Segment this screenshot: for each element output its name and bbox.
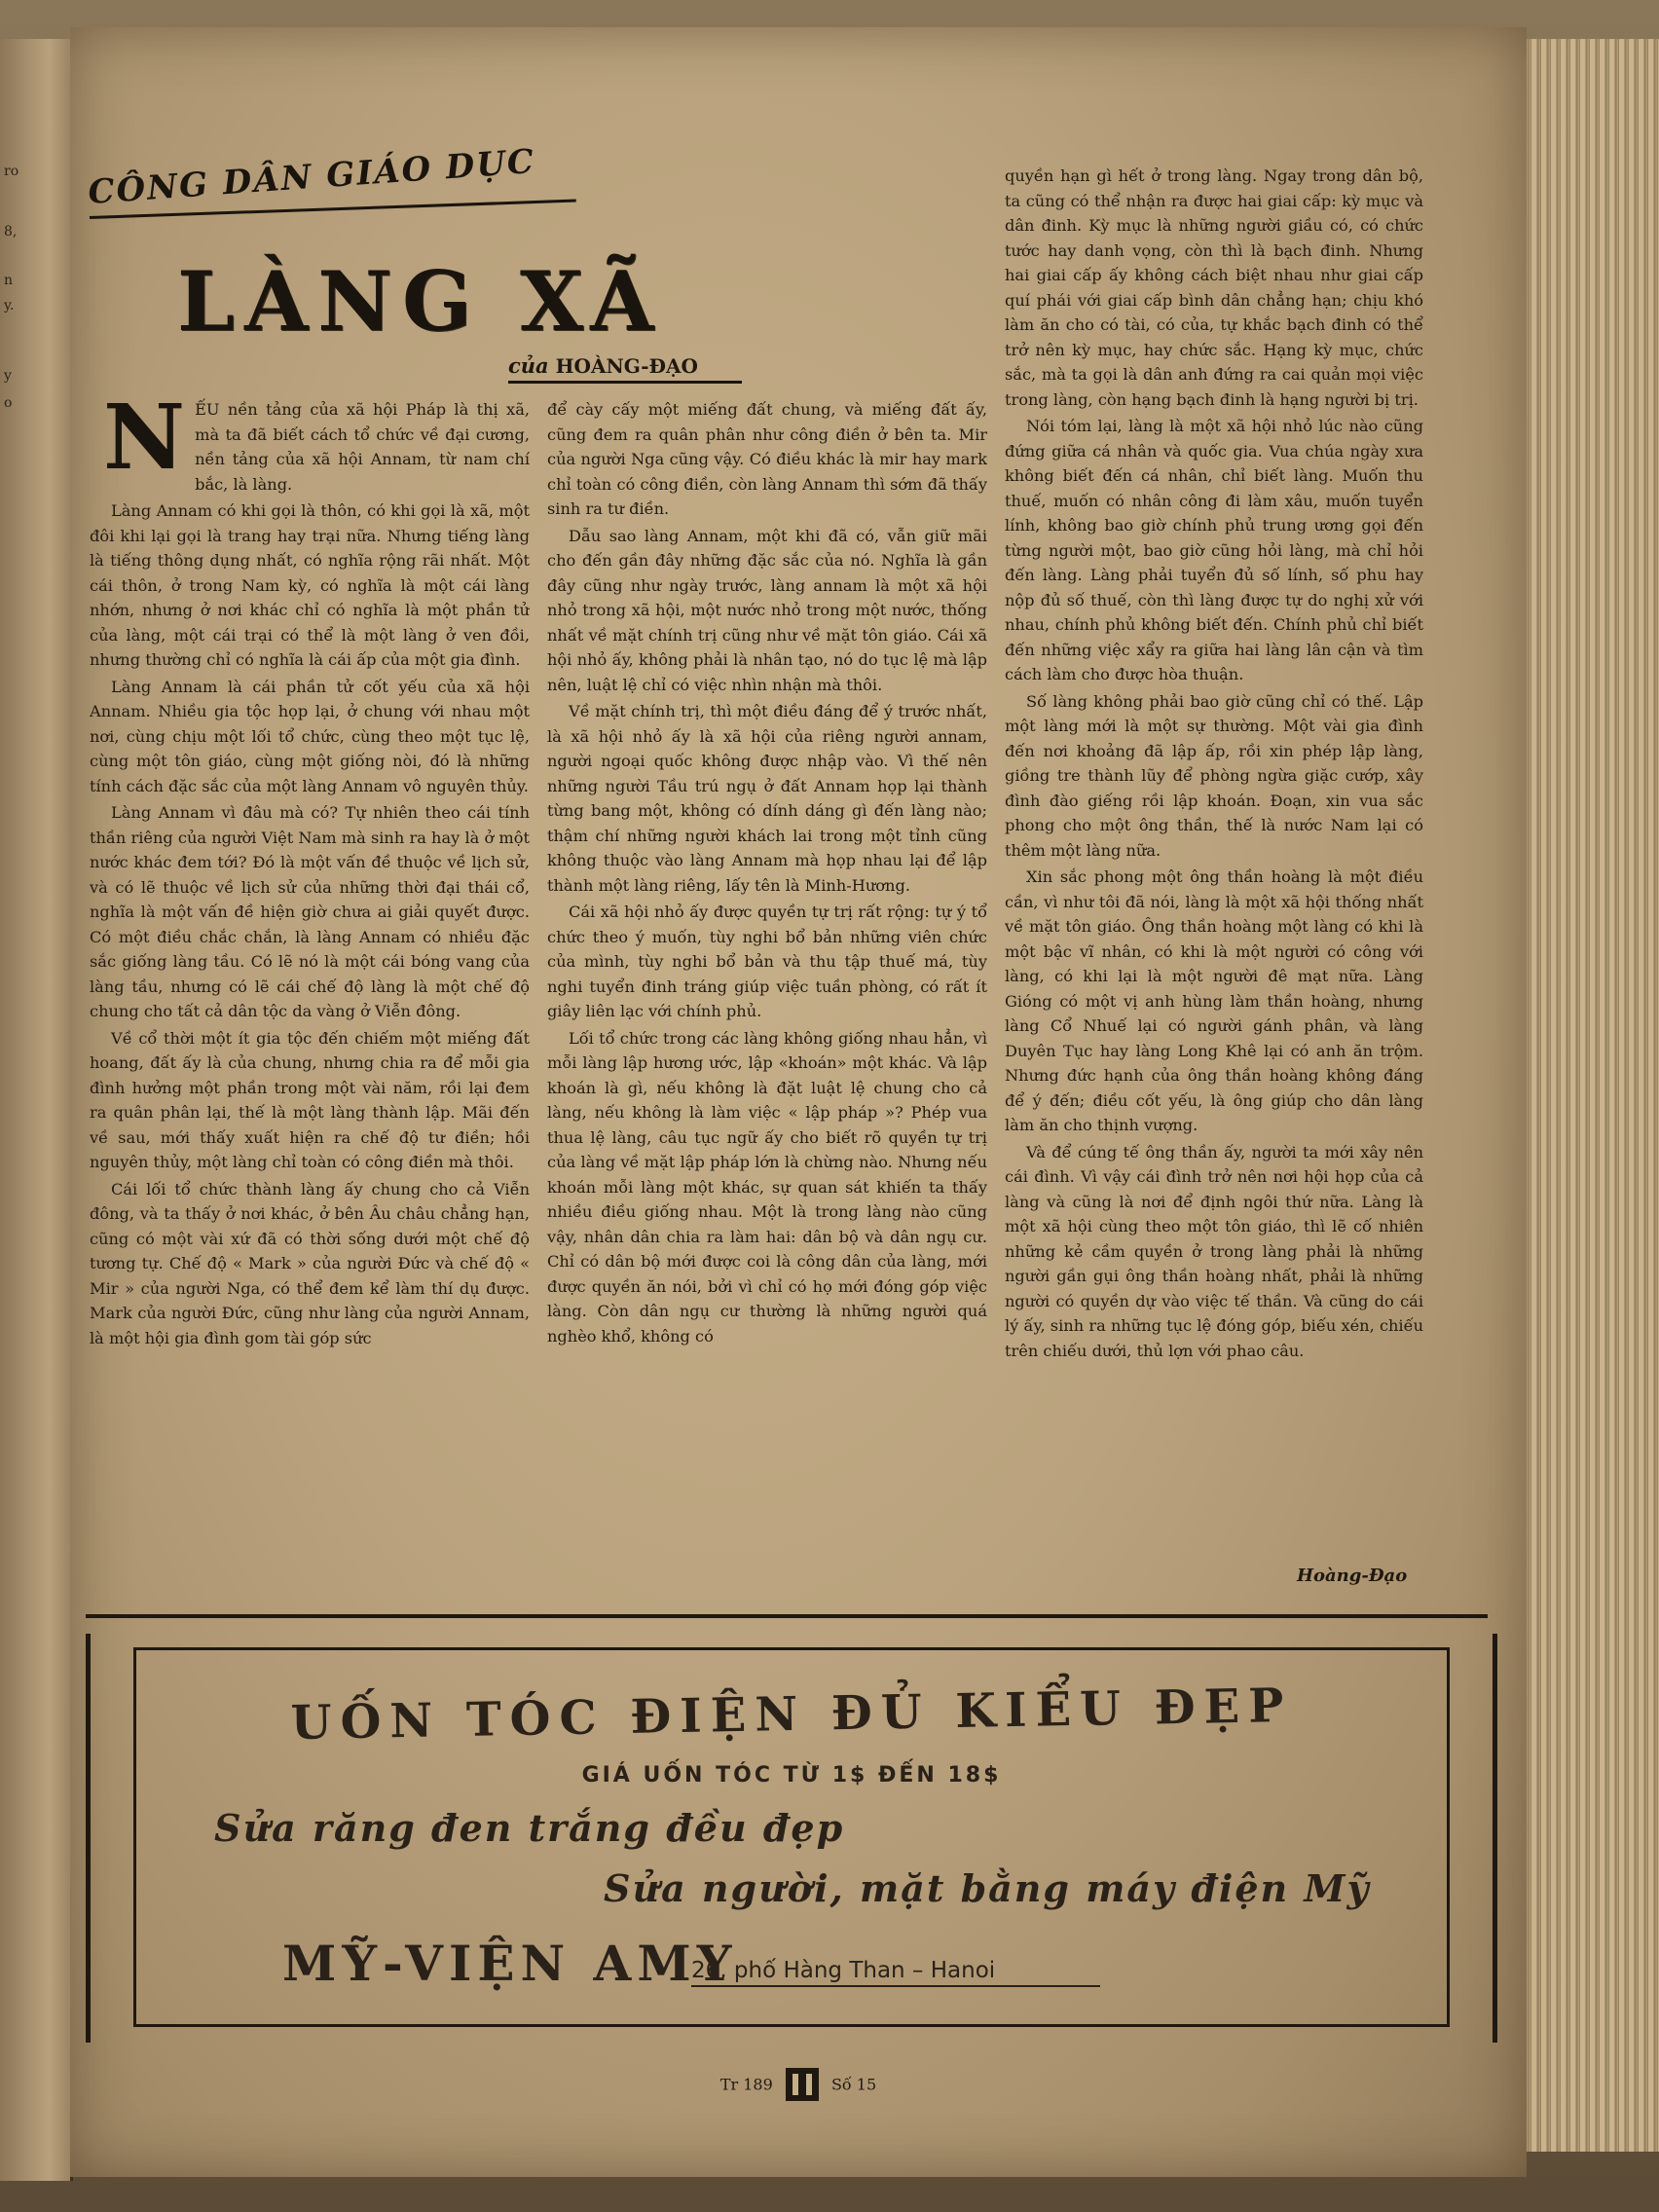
paragraph: để cày cấy một miếng đất chung, và miếng đất ấy, cũng đem ra quân phân như công điền ở bên ta. Mir của người Nga cũng vậy. Có điều khác là mir hay mark chỉ toàn có công điền, còn làng Annam thì sớm đã thấy sinh ra tư điền.	[547, 400, 987, 518]
section-heading-text: CÔNG DÂN GIÁO DỤC	[87, 141, 537, 212]
byline	[508, 353, 1053, 384]
paragraph: Cái lối tổ chức thành làng ấy chung cho cả Viễn đông, và ta thấy ở nơi khác, ở bên Âu châu chẳng hạn, cũng có một vài xứ đã có thời sống dưới một chế độ tương tự. Chế độ « Mark » của người Đức và chế độ « Mir » của người Nga, có thể đem kể làm thí dụ được. Mark của người Đức, cũng như làng của người Annam, là một hội gia đình gom tài góp sức	[90, 1179, 530, 1347]
paragraph: Lối tổ chức trong các làng không giống nhau hẳn, vì mỗi làng lập hương ước, lập «khoán» một khác. Và lập khoán là gì, nếu không là đặt luật lệ chung cho cả làng, nếu không là làm việc « lập pháp »? Phép vua thua lệ làng, câu tục ngữ ấy cho biết rõ quyền tự trị của làng về mặt lập pháp lớn là chừng nào. Nhưng nếu khoán mỗi làng một khác, sự quan sát khiến ta thấy nhiều điều giống nhau. Một là trong làng nào cũng vậy, nhân dân chia ra làm hai: dân bộ và dân ngụ cư. Chỉ có dân bộ mới được coi là công dân của làng, mới được quyền ăn nói, bởi vì chỉ có họ mới đóng góp việc làng. Còn dân ngụ cư thường là những người quá nghèo khổ, không có	[547, 1028, 987, 1346]
section-divider	[86, 1614, 1488, 1618]
drop-cap: N	[103, 397, 186, 490]
byline-author: HOÀNG-ĐẠO	[555, 354, 698, 378]
article-column-1	[90, 397, 530, 1614]
left-margin-fragment: 8,	[4, 224, 18, 240]
newspaper-page	[70, 27, 1527, 2177]
article-signature: Hoàng-Đạo	[1297, 1566, 1408, 1586]
article-title: LÀNG XÃ	[177, 253, 664, 350]
advertisement-border	[133, 1647, 1450, 2027]
left-margin-fragment: n	[4, 273, 14, 288]
issue-number: Số 15	[830, 2075, 877, 2094]
paragraph: Cái xã hội nhỏ ấy được quyền tự trị rất rộng: tự ý tổ chức theo ý muốn, tùy nghi bổ bản những viên chức của mình, tùy nghi bổ bản và thu tập thuế má, tùy nghi tuyển đinh tráng giúp việc tuần phòng, có rất ít giây liên lạc với chính phủ.	[547, 903, 987, 1020]
paragraph: quyền hạn gì hết ở trong làng. Ngay trong dân bộ, ta cũng có thể nhận ra được hai giai cấp: kỳ mục và dân đinh. Kỳ mục là những người giầu có, có chức tước hay danh vọng, còn thì là bạch đinh. Nhưng hai giai cấp ấy không cách biệt nhau như giai cấp quí phái với giai cấp bình dân chẳng hạn; chịu khó làm ăn cho có tài, có của, tự khắc bạch đinh có thể trở nên kỳ mục, hay chức sắc. Hạng kỳ mục, chức sắc, mà ta gọi là dân anh đứng ra cai quản mọi việc trong làng, còn hạng bạch đinh là hạng người bị trị.	[1005, 166, 1423, 409]
left-margin-fragment: y.	[4, 298, 15, 313]
section-heading	[87, 141, 635, 222]
byline-rule	[508, 381, 742, 384]
newspaper-logo-icon	[786, 2068, 819, 2101]
ad-price: GIÁ UỐN TÓC TỪ 1$ ĐẾN 18$	[581, 1763, 1002, 1788]
paragraph: Số làng không phải bao giờ cũng chỉ có thế. Lập một làng mới là một sự thường. Một vài gia đình đến nơi khoảng đã lập ấp, rồi xin phép lập làng, giồng tre thành lũy để phòng ngừa giặc cướp, xây đình đào giếng rồi lập khoán. Đoạn, xin vua sắc phong cho một ông thần, thế là nước Nam lại có thêm một làng nữa.	[1005, 691, 1423, 860]
ad-service-line-1: Sửa răng đen trắng đều đẹp	[214, 1806, 845, 1850]
paragraph: Về cổ thời một ít gia tộc đến chiếm một miếng đất hoang, đất ấy là của chung, nhưng chia ra để mỗi gia đình hưởng một phần trong một vài năm, rồi lại đem ra quân phân lại, thế là một làng thành lập. Mãi đến về sau, mới thấy xuất hiện ra chế độ tư điền; hồi nguyên thủy, một làng chỉ toàn có công điền mà thôi.	[90, 1028, 530, 1171]
ad-service-line-2: Sửa người, mặt bằng máy điện Mỹ	[604, 1866, 1371, 1910]
previous-page-edge	[0, 39, 73, 2181]
paragraph: Làng Annam có khi gọi là thôn, có khi gọi là xã, một đôi khi lại gọi là trang hay trại nữa. Nhưng tiếng làng là tiếng thông dụng nhất, có nghĩa rộng rãi nhất. Một cái thôn, ở trong Nam kỳ, có nghĩa là một cái làng nhớn, nhưng ở nơi khác chỉ có nghĩa là một phần tử của làng, một cái trại có thể là một làng ở ven đồi, nhưng thường chỉ có nghĩa là cái ấp của một gia đình.	[90, 501, 530, 669]
paragraph: Xin sắc phong một ông thần hoàng là một điều cần, vì như tôi đã nói, làng là một xã hội thống nhất về mặt tôn giáo. Ông thần hoàng một làng có khi là một bậc vĩ nhân, có khi là một người có công với làng, có khi lại là một người đê mạt nữa. Làng Gióng có một vị anh hùng làm thần hoàng, nhưng làng Cổ Nhuế lại có người gánh phân, và làng Duyên Tục hay làng Long Khê lại có anh ăn trộm. Nhưng đức hạnh của ông thần hoàng không đáng để ý đến; điều cốt yếu, là ông giúp cho dân làng làm ăn cho thịnh vượng.	[1005, 867, 1423, 1134]
article-column-2	[547, 397, 987, 1614]
advertisement	[86, 1634, 1497, 2043]
left-margin-fragment: y	[4, 368, 12, 384]
page-number: Tr 189	[719, 2075, 773, 2094]
paragraph: Nói tóm lại, làng là một xã hội nhỏ lúc nào cũng đứng giữa cá nhân và quốc gia. Vua chúa ngày xưa không biết đến cá nhân, chỉ biết làng. Muốn thu thuế, muốn có nhân công đi làm xâu, muốn tuyển lính, không bao giờ chính phủ trung ương gọi đến từng người một, bao giờ cũng hỏi làng, mà chỉ hỏi đến làng. Làng phải tuyển đủ số lính, số phu hay nộp đủ số thuế, còn thì làng được tự do nghị xử với nhau, chính phủ không biết đến. Chính phủ chỉ biết đến những việc xẩy ra giữa hai làng lân cận và tìm cách làm cho được hòa thuận.	[1005, 417, 1423, 683]
paragraph: Và để cúng tế ông thần ấy, người ta mới xây nên cái đình. Vì vậy cái đình trở nên nơi hội họp của cả làng và cũng là nơi để định ngôi thứ nữa. Làng là một xã hội cùng theo một tôn giáo, thì lẽ cố nhiên những kẻ cầm quyền ở trong làng phải là những người gần gụi ông thần hoàng nhất, phải là những người có quyền dự vào việc tế thần. Và cũng do cái lý ấy, sinh ra những tục lệ đóng góp, biếu xén, chiếu trên chiếu dưới, thủ lợn với phao câu.	[1005, 1142, 1423, 1360]
page-footer	[70, 2068, 1527, 2107]
paragraph: ẾU nền tảng của xã hội Pháp là thị xã, mà ta đã biết cách tổ chức về đại cương, nền tảng của xã hội Annam, từ nam chí bắc, là làng.	[195, 400, 530, 494]
left-margin-fragment: ro	[4, 164, 19, 179]
paragraph: Làng Annam vì đâu mà có? Tự nhiên theo cái tính thần riêng của người Việt Nam mà sinh ra hay là ở một nước khác đem tới? Đó là một vấn đề thuộc về lịch sử, và có lẽ thuộc về lịch sử của những thời đại thái cổ, nghĩa là một vấn đề hiện giờ chưa ai giải quyết được. Có một điều chắc chắn, là làng Annam có nhiều đặc sắc giống làng tầu. Có lẽ nó là một cái bóng vang của làng tầu, nhưng có lẽ cái chế độ làng là một chế độ chung cho tất cả dân tộc da vàng ở Viễn đông.	[90, 803, 530, 1020]
byline-prefix: của	[508, 353, 549, 378]
ad-brand-name: MỸ-VIỆN AMY	[282, 1935, 738, 1992]
paragraph: Về mặt chính trị, thì một điều đáng để ý trước nhất, là xã hội nhỏ ấy là xã hội của riêng người annam, người ngoại quốc không được nhập vào. Vì thế nên những người Tầu trú ngụ ở đất Annam họp lại thành từng bang một, không có dính dáng gì đến làng nào; thậm chí những người khách lai trong một tỉnh cũng không thuộc vào làng Annam mà họp nhau lại để lập thành một làng riêng, lấy tên là Minh-Hương.	[547, 702, 987, 895]
page-stack-edge	[1519, 39, 1659, 2152]
paragraph: Dẫu sao làng Annam, một khi đã có, vẫn giữ mãi cho đến gần đây những đặc sắc của nó. Nghĩa là gần đây cũng như ngày trước, làng annam là một xã hội nhỏ trong xã hội, một nước nhỏ trong một nước, thống nhất về mặt chính trị cũng như về mặt tôn giáo. Cái xã hội nhỏ ấy, không phải là nhân tạo, nó do tục lệ mà lập nên, luật lệ chỉ có việc nhìn nhận mà thôi.	[547, 526, 987, 694]
paragraph: Làng Annam là cái phần tử cốt yếu của xã hội Annam. Nhiều gia tộc họp lại, ở chung với nhau một nơi, cùng chịu một lối tổ chức, cùng theo một tục lệ, cùng một tôn giáo, cùng một giống nòi, đó là những tính cách đặc sắc của một làng Annam vô nguyên thủy.	[90, 677, 530, 795]
left-margin-fragment: o	[4, 395, 13, 411]
ad-address: 26, phố Hàng Than – Hanoi	[691, 1958, 1100, 1987]
article-column-3	[1005, 164, 1423, 1575]
ad-headline: UỐN TÓC ĐIỆN ĐỦ KIỂU ĐẸP	[290, 1678, 1293, 1751]
